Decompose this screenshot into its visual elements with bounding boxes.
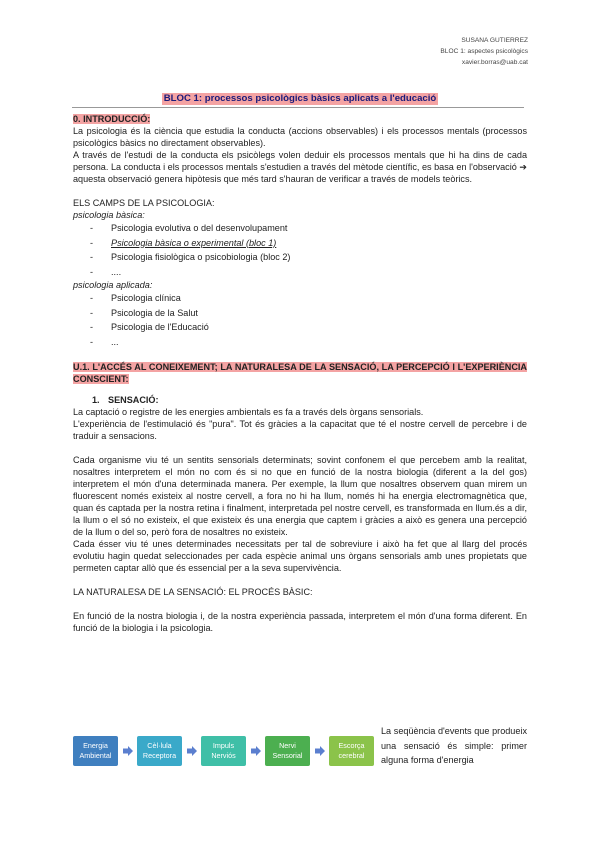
title-wrap	[0, 88, 600, 106]
subsection-heading: 1. SENSACIÓ:	[92, 395, 159, 405]
sensation-paragraph-1: La captació o registre de les energies ambientals es fa a través dels òrgans sensorials.	[73, 407, 424, 417]
list-item: - Psicologia evolutiva o del desenvolupament	[73, 221, 527, 236]
sensation-paragraph-2: L'experiència de l'estimulació és "pura". Tot és gràcies a la capacitat que té el nostre cervell de percebre i de traduir a sensacions.	[73, 419, 527, 441]
list-item: - Psicologia de l'Educació	[73, 320, 527, 335]
applied-psychology-label: psicologia aplicada:	[73, 280, 153, 290]
flow-step-line1: Escorça	[338, 741, 365, 750]
flow-step-line1: Impuls	[212, 741, 235, 750]
flow-step-line2: Nerviós	[211, 751, 236, 760]
flow-step-box	[265, 736, 310, 766]
list-item: - Psicologia de la Salut	[73, 306, 527, 321]
flow-step-line2: Sensorial	[272, 751, 303, 760]
document-title: BLOC 1: processos psicològics bàsics aplicats a l'educació	[163, 93, 437, 104]
document-body	[73, 113, 527, 634]
flow-step-line2: Ambiental	[79, 751, 112, 760]
list-item: - Psicologia clínica	[73, 291, 527, 306]
intro-paragraph-1: La psicologia és la ciència que estudia la conducta (accions observables) i els processos mentals (processos psicològics bàsics no directament observables).	[73, 126, 527, 148]
flow-step-box	[201, 736, 246, 766]
sequence-paragraph: La seqüència d'events que produeix una sensació és simple: primer alguna forma d'energia	[381, 726, 527, 765]
header-email: xavier.borras@uab.cat	[461, 59, 528, 66]
flow-step-line1: Nervi	[279, 741, 296, 750]
fields-heading: ELS CAMPS DE LA PSICOLOGIA:	[73, 198, 215, 208]
list-item: - ...	[73, 335, 527, 350]
list-item-link[interactable]: - Psicologia bàsica o experimental (bloc 1)	[73, 236, 527, 251]
flow-step-line1: Cèl·lula	[147, 741, 172, 750]
title-divider	[72, 107, 524, 108]
list-item: - ....	[73, 265, 527, 280]
nature-paragraph-1: En funció de la nostra biologia i, de la nostra experiència passada, interpretem el món d'una forma diferent. En funció de la biologia i la psicologia.	[73, 611, 527, 633]
intro-paragraph-2: A través de l'estudi de la conducta els psicòlegs volen deduir els processos mentals que hi ha dins de cada persona. La conducta i els processos mentals s'estudien a través del mètode científic, es basa en l'observació ➔ aquesta observació genera hipòtesis que més tard s'hauran de verificar a través de models teòrics.	[73, 150, 527, 184]
flow-step-line1: Energia	[83, 741, 108, 750]
page-header	[440, 35, 528, 68]
basic-psychology-list	[73, 221, 527, 279]
header-course: BLOC 1: aspectes psicològics	[440, 48, 528, 55]
sensation-process-diagram	[73, 736, 373, 766]
unit-heading: U.1. L'ACCÉS AL CONEIXEMENT; LA NATURALESA DE LA SENSACIÓ, LA PERCEPCIÓ I L'EXPERIÈNCIA CONSCIENT:	[73, 362, 527, 384]
applied-psychology-list	[73, 291, 527, 349]
sensation-paragraph-3: Cada organisme viu té un sentits sensorials determinats; sovint confonem el que percebem amb la realitat, nosaltres interpretem el món no com és si no que en funció de la nostra biologia (diferent a la del gos) interpretem el món d'una determinada manera. Per exemple, la llum que nosaltres observem quan mirem un fluorescent només existeix al nostre cervell, a fora no hi ha llum, només hi ha energia electromagnètica que, quan és captada per la nostra retina i finalment, interpretada pel nostre cervell, es transformada en llum.és a dir, la llum o el só no existeix, el que existeix és una energia que captem i gràcies a això es genera una percepció de la llum o del so, però fora de nosaltres no existeix.	[73, 455, 527, 537]
flow-step-box	[73, 736, 118, 766]
flow-step-line2: cerebral	[338, 751, 365, 760]
basic-psychology-label: psicologia bàsica:	[73, 210, 145, 220]
intro-heading: 0. INTRODUCCIÓ:	[73, 114, 151, 124]
flow-step-box	[329, 736, 374, 766]
header-author: SUSANA GUTIERREZ	[461, 37, 528, 44]
sensation-paragraph-4: Cada ésser viu té unes determinades necessitats per tal de sobreviure i això ha fet que al llarg del procés evolutiu hagin quedat seleccionades per cada espècie animal uns òrgans sensorials amb unes propietats que permeten captar allò que és essencial per a la seva supervivència.	[73, 539, 527, 573]
nature-heading: LA NATURALESA DE LA SENSACIÓ: EL PROCÉS BÀSIC:	[73, 587, 313, 597]
flow-step-box	[137, 736, 182, 766]
flow-step-line2: Receptora	[142, 751, 177, 760]
list-item: - Psicologia fisiològica o psicobiologia (bloc 2)	[73, 250, 527, 265]
